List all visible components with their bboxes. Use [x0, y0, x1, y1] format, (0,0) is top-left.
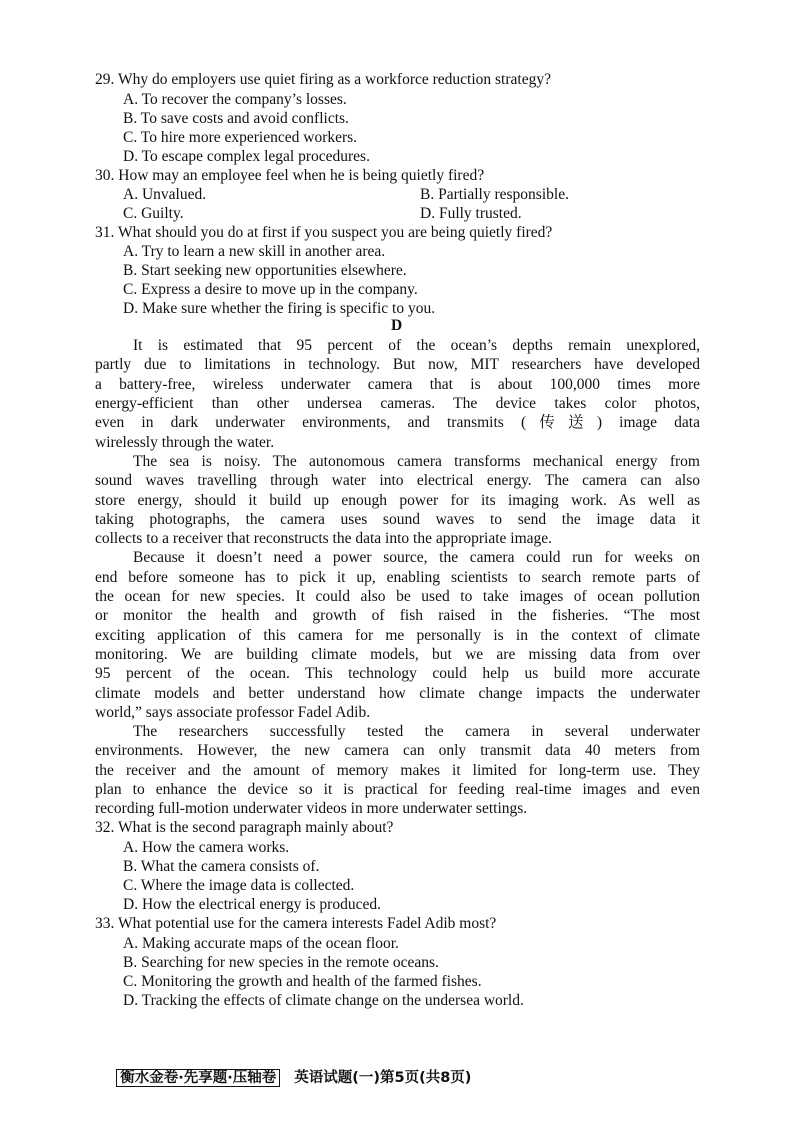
passage-line: recording full-motion underwater videos in more underwater settings. — [95, 800, 528, 817]
passage-line: exciting application of this camera for me personally is in the context of climate — [95, 627, 700, 644]
q31-option-c: C. Express a desire to move up in the company. — [123, 281, 418, 298]
q30-option-a: A. Unvalued. — [123, 186, 207, 203]
passage-line: collects to a receiver that reconstructs the data into the appropriate image. — [95, 530, 553, 547]
section-heading: D — [391, 317, 403, 334]
q30-option-b: B. Partially responsible. — [420, 186, 569, 203]
q32-option-a: A. How the camera works. — [123, 839, 290, 856]
passage-line: wirelessly through the water. — [95, 434, 275, 451]
question-32: 32. What is the second paragraph mainly about? — [95, 819, 394, 836]
passage-line: store energy, should it build up enough power for its imaging work. As well as — [95, 492, 700, 509]
q29-option-a: A. To recover the company’s losses. — [123, 91, 347, 108]
q29-option-c: C. To hire more experienced workers. — [123, 129, 358, 146]
passage-line: the ocean for new species. It could also be used to take images of ocean pollution — [95, 588, 700, 605]
q30-option-c: C. Guilty. — [123, 205, 184, 222]
passage-line: environments. However, the new camera can only transmit data 40 meters from — [95, 742, 700, 759]
passage-line: Because it doesn’t need a power source, the camera could run for weeks on — [133, 549, 700, 566]
question-31: 31. What should you do at first if you suspect you are being quietly fired? — [95, 224, 553, 241]
passage-line: plan to enhance the device so it is practical for feeding real-time images and even — [95, 781, 700, 798]
q31-option-b: B. Start seeking new opportunities elsewhere. — [123, 262, 407, 279]
passage-line: world,” says associate professor Fadel Adib. — [95, 704, 371, 721]
q32-option-b: B. What the camera consists of. — [123, 858, 320, 875]
passage-line: The researchers successfully tested the camera in several underwater — [133, 723, 700, 740]
passage-line: end before someone has to pick it up, enabling scientists to search remote parts of — [95, 569, 700, 586]
passage-line: partly due to limitations in technology. But now, MIT researchers have developed — [95, 356, 700, 373]
q31-option-d: D. Make sure whether the firing is specific to you. — [123, 300, 436, 317]
q32-option-d: D. How the electrical energy is produced. — [123, 896, 381, 913]
passage-line: It is estimated that 95 percent of the ocean’s depths remain unexplored, — [133, 337, 700, 354]
q33-option-d: D. Tracking the effects of climate change on the undersea world. — [123, 992, 524, 1009]
passage-line: The sea is noisy. The autonomous camera transforms mechanical energy from — [133, 453, 700, 470]
passage-line: 95 percent of the ocean. This technology could help us build more accurate — [95, 665, 700, 682]
q30-option-d: D. Fully trusted. — [420, 205, 522, 222]
q31-option-a: A. Try to learn a new skill in another area. — [123, 243, 386, 260]
page-footer — [96, 1045, 472, 1086]
q33-option-a: A. Making accurate maps of the ocean floor. — [123, 935, 399, 952]
passage-line: the receiver and the amount of memory makes it limited for long-term use. They — [95, 762, 700, 779]
q33-option-b: B. Searching for new species in the remote oceans. — [123, 954, 439, 971]
passage-line: taking photographs, the camera uses sound waves to send the image data it — [95, 511, 700, 528]
passage-line: sound waves travelling through water into electrical energy. The camera can also — [95, 472, 700, 489]
passage-line: monitoring. We are building climate models, but we are missing data from over — [95, 646, 700, 663]
question-33: 33. What potential use for the camera interests Fadel Adib most? — [95, 915, 497, 932]
series-badge: 衡水金卷·先享题·压轴卷 — [116, 1069, 280, 1087]
question-30: 30. How may an employee feel when he is being quietly fired? — [95, 167, 485, 184]
passage-line: or monitor the health and growth of fish raised in the fisheries. “The most — [95, 607, 700, 624]
q33-option-c: C. Monitoring the growth and health of the farmed fishes. — [123, 973, 482, 990]
passage-line: climate models and better understand how climate change impacts the underwater — [95, 685, 700, 702]
q29-option-b: B. To save costs and avoid conflicts. — [123, 110, 349, 127]
page-number-label: 英语试题(一)第5页(共8页) — [294, 1070, 472, 1086]
passage-line: energy-efficient than other undersea cameras. The device takes color photos, — [95, 395, 700, 412]
passage-line: even in dark underwater environments, and transmits (传送) image data — [95, 414, 700, 431]
q29-option-d: D. To escape complex legal procedures. — [123, 148, 370, 165]
q32-option-c: C. Where the image data is collected. — [123, 877, 355, 894]
passage-line: a battery-free, wireless underwater camera that is about 100,000 times more — [95, 376, 700, 393]
question-29: 29. Why do employers use quiet firing as a workforce reduction strategy? — [95, 71, 551, 88]
